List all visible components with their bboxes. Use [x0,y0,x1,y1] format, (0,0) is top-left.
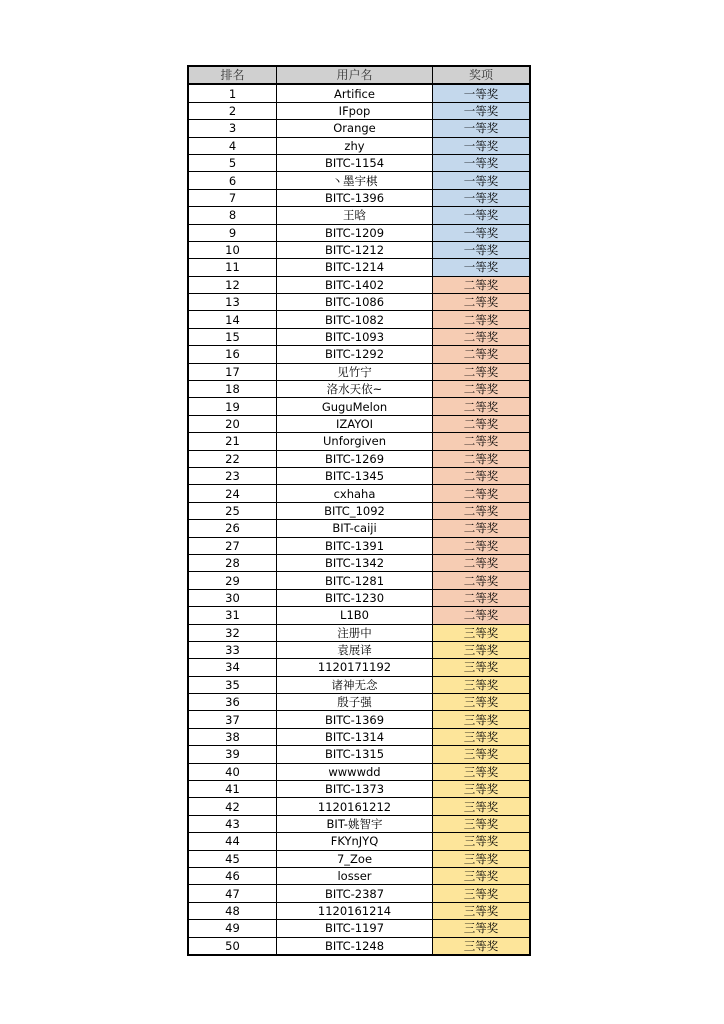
ranking-table [188,66,530,955]
rank-cell: 43 [189,815,277,832]
table-row [189,241,530,258]
table-row [189,641,530,658]
username-cell: cxhaha [277,485,433,502]
rank-cell: 42 [189,798,277,815]
table-row [189,172,530,189]
username-cell: 1120161212 [277,798,433,815]
rank-cell: 47 [189,885,277,902]
username-cell: 7_Zoe [277,850,433,867]
username-cell: 诸神无念 [277,676,433,693]
rank-cell: 35 [189,676,277,693]
table-header [189,67,530,85]
table-row [189,746,530,763]
username-cell: BITC-2387 [277,885,433,902]
prize-cell: 三等奖 [433,728,530,745]
table-row [189,328,530,345]
prize-cell: 三等奖 [433,815,530,832]
table-row [189,572,530,589]
table-row [189,781,530,798]
prize-cell: 二等奖 [433,415,530,432]
rank-cell: 29 [189,572,277,589]
rank-cell: 41 [189,781,277,798]
username-cell: BITC-1281 [277,572,433,589]
prize-cell: 一等奖 [433,224,530,241]
table-body [189,84,530,954]
prize-cell: 二等奖 [433,450,530,467]
rank-cell: 34 [189,659,277,676]
prize-cell: 一等奖 [433,241,530,258]
username-cell: 洛水天依~ [277,381,433,398]
table-row [189,659,530,676]
rank-cell: 6 [189,172,277,189]
rank-cell: 30 [189,589,277,606]
table-row [189,84,530,102]
rank-cell: 10 [189,241,277,258]
prize-cell: 二等奖 [433,607,530,624]
username-cell: BITC-1086 [277,294,433,311]
username-cell: BIT-姚智宇 [277,815,433,832]
table-row [189,102,530,119]
table-row [189,381,530,398]
table-row [189,224,530,241]
rank-cell: 48 [189,902,277,919]
table-row [189,589,530,606]
prize-cell: 二等奖 [433,381,530,398]
rank-cell: 22 [189,450,277,467]
rank-cell: 18 [189,381,277,398]
table-row [189,798,530,815]
rank-cell: 28 [189,554,277,571]
prize-cell: 二等奖 [433,572,530,589]
table-row [189,676,530,693]
rank-cell: 26 [189,520,277,537]
username-cell: BITC-1402 [277,276,433,293]
table-row [189,294,530,311]
username-cell: FKYnJYQ [277,833,433,850]
prize-cell: 一等奖 [433,207,530,224]
table-row [189,415,530,432]
rank-cell: 1 [189,84,277,102]
prize-cell: 二等奖 [433,520,530,537]
prize-cell: 一等奖 [433,84,530,102]
rank-cell: 32 [189,624,277,641]
table-row [189,937,530,954]
rank-cell: 36 [189,694,277,711]
username-cell: BITC-1214 [277,259,433,276]
rank-cell: 49 [189,920,277,937]
table-row [189,363,530,380]
username-cell: BITC-1082 [277,311,433,328]
table-row [189,502,530,519]
username-cell: Unforgiven [277,433,433,450]
prize-cell: 三等奖 [433,659,530,676]
table-row [189,537,530,554]
prize-cell: 三等奖 [433,920,530,937]
rank-cell: 15 [189,328,277,345]
username-cell: BITC-1154 [277,154,433,171]
rank-cell: 39 [189,746,277,763]
prize-cell: 二等奖 [433,589,530,606]
table-row [189,467,530,484]
username-cell: BITC-1391 [277,537,433,554]
prize-cell: 三等奖 [433,641,530,658]
username-cell: BITC-1314 [277,728,433,745]
prize-cell: 二等奖 [433,433,530,450]
prize-cell: 三等奖 [433,763,530,780]
rank-cell: 50 [189,937,277,954]
prize-cell: 二等奖 [433,485,530,502]
username-cell: wwwwdd [277,763,433,780]
table-row [189,346,530,363]
prize-cell: 二等奖 [433,502,530,519]
username-cell: zhy [277,137,433,154]
table-row [189,867,530,884]
rank-cell: 44 [189,833,277,850]
table-row [189,276,530,293]
prize-cell: 一等奖 [433,102,530,119]
username-cell: BITC-1373 [277,781,433,798]
table-row [189,520,530,537]
rank-cell: 9 [189,224,277,241]
prize-cell: 一等奖 [433,259,530,276]
prize-cell: 一等奖 [433,189,530,206]
username-cell: BIT-caiji [277,520,433,537]
table-row [189,485,530,502]
username-cell: BITC-1230 [277,589,433,606]
table-row [189,833,530,850]
table-row [189,920,530,937]
rank-cell: 33 [189,641,277,658]
prize-cell: 三等奖 [433,676,530,693]
username-cell: GuguMelon [277,398,433,415]
username-cell: BITC-1212 [277,241,433,258]
username-cell: BITC-1345 [277,467,433,484]
table-row [189,694,530,711]
username-cell: IFpop [277,102,433,119]
table-row [189,728,530,745]
prize-cell: 三等奖 [433,867,530,884]
rank-cell: 27 [189,537,277,554]
username-cell: losser [277,867,433,884]
table-row [189,607,530,624]
username-cell: BITC-1269 [277,450,433,467]
username-cell: BITC_1092 [277,502,433,519]
username-cell: 袁展译 [277,641,433,658]
username-cell: BITC-1209 [277,224,433,241]
username-cell: Orange [277,120,433,137]
username-cell: 见竹宁 [277,363,433,380]
prize-cell: 三等奖 [433,885,530,902]
prize-cell: 三等奖 [433,850,530,867]
prize-cell: 二等奖 [433,537,530,554]
username-cell: BITC-1248 [277,937,433,954]
rank-cell: 16 [189,346,277,363]
prize-cell: 三等奖 [433,833,530,850]
prize-cell: 二等奖 [433,311,530,328]
header-prize: 奖项 [433,67,530,85]
prize-cell: 三等奖 [433,711,530,728]
username-cell: Artifice [277,84,433,102]
table-row [189,850,530,867]
prize-cell: 二等奖 [433,554,530,571]
rank-cell: 24 [189,485,277,502]
rank-cell: 46 [189,867,277,884]
rank-cell: 45 [189,850,277,867]
rank-cell: 11 [189,259,277,276]
prize-cell: 三等奖 [433,937,530,954]
username-cell: BITC-1197 [277,920,433,937]
prize-cell: 二等奖 [433,398,530,415]
rank-cell: 25 [189,502,277,519]
rank-cell: 20 [189,415,277,432]
rank-cell: 23 [189,467,277,484]
header-rank: 排名 [189,67,277,85]
table-row [189,259,530,276]
username-cell: L1B0 [277,607,433,624]
prize-cell: 一等奖 [433,137,530,154]
prize-cell: 二等奖 [433,294,530,311]
prize-cell: 二等奖 [433,346,530,363]
table-row [189,624,530,641]
prize-cell: 二等奖 [433,363,530,380]
table-row [189,398,530,415]
table-row [189,137,530,154]
prize-cell: 二等奖 [433,276,530,293]
table-row [189,311,530,328]
table-row [189,189,530,206]
rank-cell: 4 [189,137,277,154]
prize-cell: 一等奖 [433,120,530,137]
prize-cell: 三等奖 [433,798,530,815]
rank-cell: 38 [189,728,277,745]
rank-cell: 2 [189,102,277,119]
rank-cell: 19 [189,398,277,415]
table-row [189,207,530,224]
prize-cell: 三等奖 [433,694,530,711]
username-cell: BITC-1315 [277,746,433,763]
table-row [189,711,530,728]
table-row [189,154,530,171]
rank-cell: 40 [189,763,277,780]
header-row [189,67,530,85]
table-row [189,433,530,450]
prize-cell: 三等奖 [433,902,530,919]
username-cell: BITC-1292 [277,346,433,363]
rank-cell: 37 [189,711,277,728]
table-row [189,902,530,919]
username-cell: 殷子强 [277,694,433,711]
table-row [189,815,530,832]
rank-cell: 13 [189,294,277,311]
username-cell: IZAYOI [277,415,433,432]
username-cell: 王晗 [277,207,433,224]
rank-cell: 17 [189,363,277,380]
username-cell: BITC-1342 [277,554,433,571]
prize-cell: 三等奖 [433,781,530,798]
prize-cell: 一等奖 [433,172,530,189]
table-row [189,450,530,467]
username-cell: 注册中 [277,624,433,641]
table-row [189,554,530,571]
rank-cell: 31 [189,607,277,624]
table-row [189,885,530,902]
prize-cell: 一等奖 [433,154,530,171]
header-username: 用户名 [277,67,433,85]
prize-cell: 二等奖 [433,467,530,484]
table-row [189,120,530,137]
username-cell: 丶墨宇棋 [277,172,433,189]
username-cell: 1120161214 [277,902,433,919]
rank-cell: 5 [189,154,277,171]
rank-cell: 7 [189,189,277,206]
rank-cell: 8 [189,207,277,224]
username-cell: BITC-1093 [277,328,433,345]
prize-cell: 二等奖 [433,328,530,345]
table-row [189,763,530,780]
rank-cell: 14 [189,311,277,328]
username-cell: BITC-1396 [277,189,433,206]
rank-cell: 21 [189,433,277,450]
prize-cell: 三等奖 [433,624,530,641]
rank-cell: 3 [189,120,277,137]
username-cell: BITC-1369 [277,711,433,728]
username-cell: 1120171192 [277,659,433,676]
prize-cell: 三等奖 [433,746,530,763]
rank-cell: 12 [189,276,277,293]
